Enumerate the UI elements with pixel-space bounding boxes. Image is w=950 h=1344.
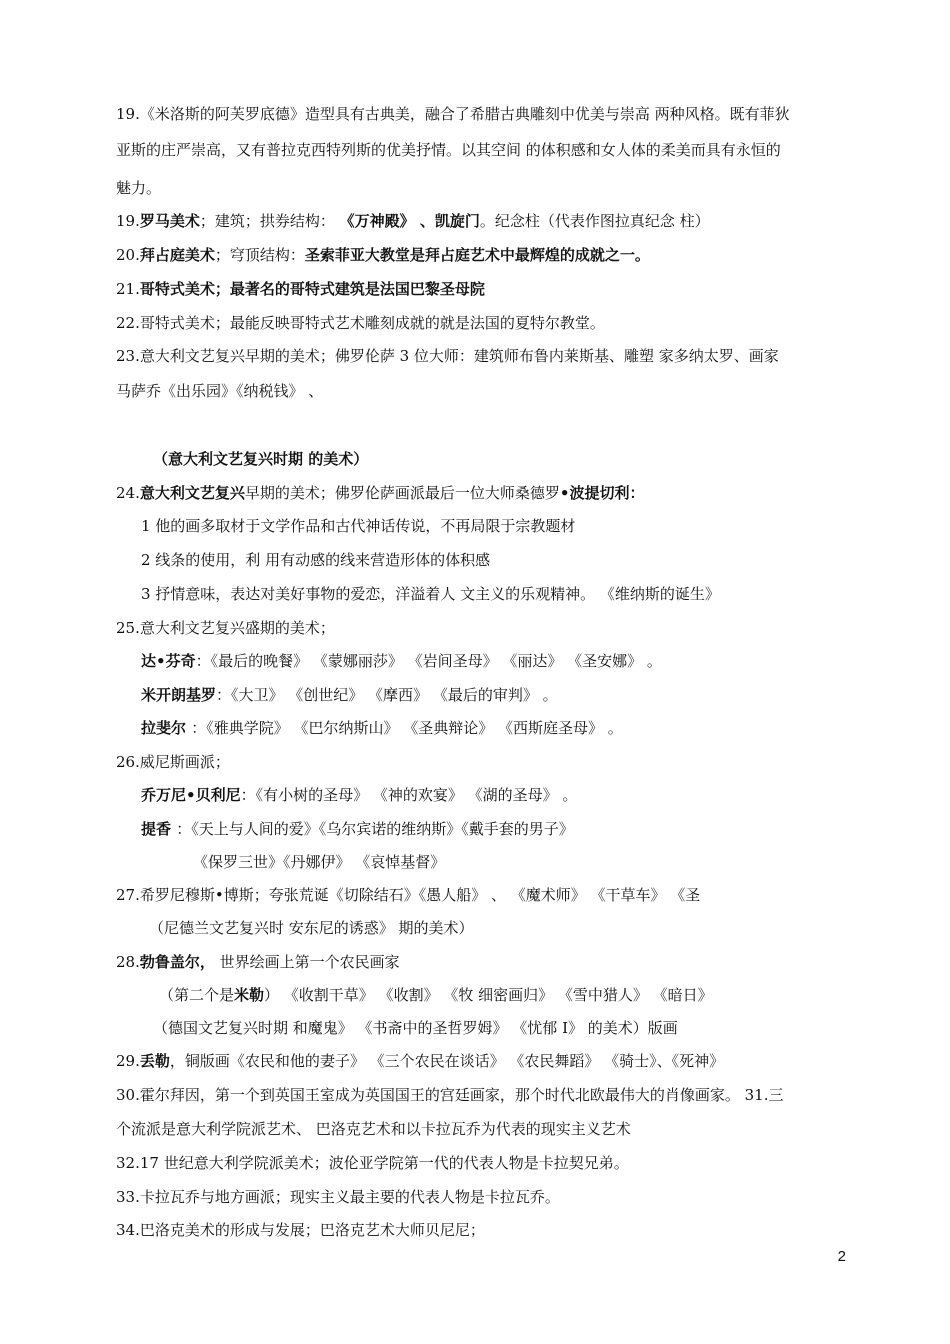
- text-span: （尼德兰文艺复兴时 安东尼的诱惑》 期的美术）: [149, 919, 474, 937]
- text-line: [116, 1085, 783, 1105]
- text-span: 达•芬奇: [141, 652, 196, 670]
- text-span: （德国文艺复兴时期 和魔鬼》 《书斋中的圣哲罗姆》 《忧郁 I》 的美术）版画: [153, 1019, 678, 1037]
- text-line: [141, 718, 623, 738]
- text-span: 26.威尼斯画派；: [116, 753, 230, 771]
- text-span: ：《有小树的圣母》 《神的欢宴》 《湖的圣母》 。: [240, 786, 578, 804]
- text-span: 提香: [141, 820, 177, 838]
- text-line: [141, 651, 662, 671]
- text-span: 23.意大利文艺复兴早期的美术；佛罗伦萨 3 位大师：建筑师布鲁内莱斯基、雕塑 家多纳太罗、画家: [116, 347, 779, 365]
- text-span: 马萨乔《出乐园》《纳税钱》 、: [116, 382, 324, 400]
- text-span: 34.巴洛克美术的形成与发展；巴洛克艺术大师贝尼尼；: [116, 1221, 485, 1239]
- text-line: [116, 104, 790, 124]
- text-line: [141, 550, 490, 570]
- text-span: 20.: [116, 246, 140, 264]
- text-span: 乔万尼•贝利尼: [141, 786, 241, 804]
- text-span: ：《大卫》 《创世纪》 《摩西》 《最后的审判》 。: [216, 686, 558, 704]
- text-span: 意大利文艺复兴: [139, 484, 245, 502]
- text-span: 圣索菲亚大教堂是拜占庭艺术中最辉煌的成就之一。: [304, 246, 650, 264]
- text-line: [116, 178, 161, 198]
- text-line: [116, 1220, 485, 1240]
- text-span: 30.霍尔拜因，第一个到英国王室成为英国国王的宫廷画家，那个时代北欧最伟大的肖像画家。 31.三: [116, 1086, 784, 1104]
- text-line: [116, 752, 230, 772]
- text-line: [141, 785, 577, 805]
- text-span: 个流派是意大利学院派艺术、 巴洛克艺术和以卡拉瓦乔为代表的现实主义艺术: [116, 1120, 631, 1138]
- page-number: 2: [837, 1248, 846, 1265]
- text-line: [141, 516, 575, 536]
- text-span: 32.17 世纪意大利学院派美术；波伦亚学院第一代的代表人物是卡拉契兄弟。: [116, 1154, 629, 1172]
- text-span: 。纪念柱（代表作图拉真纪念 柱）: [479, 212, 710, 230]
- text-span: 3 抒情意味，表达对美好事物的爱恋，洋溢着人 文主义的乐观精神。 《维纳斯的诞生》: [141, 585, 720, 603]
- text-line: [116, 1119, 631, 1139]
- text-span: •波提切利：: [559, 484, 645, 502]
- text-span: 世界绘画上第一个农民画家: [214, 953, 400, 971]
- text-line: [116, 381, 323, 401]
- text-line: [141, 685, 558, 705]
- text-span: 哥特式美术；最著名的哥特式建筑是法国巴黎圣母院: [139, 280, 485, 298]
- text-span: 早期的美术；佛罗伦萨画派最后一位大师桑德罗: [244, 484, 560, 502]
- text-span: ：《天上与人间的爱》《乌尔宾诺的维纳斯》《戴手套的男子》: [176, 820, 574, 838]
- text-line: [116, 346, 779, 366]
- text-line: [141, 584, 720, 604]
- text-line: [116, 211, 710, 231]
- text-line: [116, 1187, 560, 1207]
- text-span: （第二个是: [159, 986, 235, 1004]
- text-span: 亚斯的庄严崇高，又有普拉克西特列斯的优美抒情。以其空间 的体积感和女人体的柔美而具有永恒的: [116, 141, 781, 159]
- text-span: ） 《收割干草》 《收割》 《牧 细密画归》 《雪中猎人》 《暗日》: [264, 986, 713, 1004]
- text-span: 《万神殿》 、凯旋门: [339, 212, 480, 230]
- text-span: 22.哥特式美术；最能反映哥特式艺术雕刻成就的就是法国的夏特尔教堂。: [116, 314, 605, 332]
- text-line: [193, 852, 445, 872]
- text-line: [116, 1051, 724, 1071]
- text-line: [116, 279, 485, 299]
- text-span: ；穹顶结构：: [214, 246, 305, 264]
- text-span: 27.希罗尼穆斯•博斯；夸张荒诞《切除结石》《愚人船》 、 《魔术师》 《干草车》 《圣: [116, 886, 701, 904]
- text-span: ，铜版画《农民和他的妻子》 《三个农民在谈话》 《农民舞蹈》 《骑士》、《死神》: [169, 1052, 725, 1070]
- text-span: 米勒: [234, 986, 265, 1004]
- text-span: 29.: [116, 1052, 140, 1070]
- text-span: 勃鲁盖尔，: [139, 953, 215, 971]
- text-span: ：《雅典学院》 《巴尔纳斯山》 《圣典辩论》 《西斯庭圣母》 。: [191, 719, 623, 737]
- text-span: （意大利文艺复兴时期 的美术）: [153, 450, 369, 468]
- text-span: 28.: [116, 953, 140, 971]
- text-span: 1 他的画多取材于文学作品和古代神话传说，不再局限于宗教题材: [141, 517, 576, 535]
- text-span: 19.: [116, 212, 140, 230]
- text-line: [159, 985, 713, 1005]
- text-line: [116, 140, 781, 160]
- text-span: 米开朗基罗: [141, 686, 217, 704]
- text-span: 25.意大利文艺复兴盛期的美术；: [116, 619, 335, 637]
- text-line: [116, 952, 400, 972]
- text-line: [116, 618, 335, 638]
- text-span: 《保罗三世》《丹娜伊》 《哀悼基督》: [193, 853, 446, 871]
- text-span: 2 线条的使用，利 用有动感的线来营造形体的体积感: [141, 551, 491, 569]
- text-span: ：《最后的晚餐》 《蒙娜丽莎》 《岩间圣母》 《丽达》 《圣安娜》 。: [195, 652, 662, 670]
- text-span: 丢勒: [139, 1052, 170, 1070]
- text-line: [116, 483, 644, 503]
- text-line: [141, 819, 574, 839]
- text-span: 21.: [116, 280, 140, 298]
- text-line: [116, 313, 605, 333]
- text-line: [116, 1153, 629, 1173]
- text-span: 33.卡拉瓦乔与地方画派；现实主义最主要的代表人物是卡拉瓦乔。: [116, 1188, 560, 1206]
- text-line: [116, 885, 700, 905]
- text-line: [153, 449, 368, 469]
- text-span: 24.: [116, 484, 140, 502]
- text-line: [149, 918, 474, 938]
- text-span: 魅力。: [116, 179, 162, 197]
- text-span: 拜占庭美术: [139, 246, 215, 264]
- text-span: ；建筑；拱券结构：: [199, 212, 340, 230]
- text-span: 拉斐尔: [141, 719, 192, 737]
- text-span: 19.《米洛斯的阿芙罗底德》造型具有古典美，融合了希腊古典雕刻中优美与崇高 两种风格。既有菲狄: [116, 105, 790, 123]
- text-span: 罗马美术: [139, 212, 200, 230]
- text-line: [153, 1018, 678, 1038]
- text-line: [116, 245, 650, 265]
